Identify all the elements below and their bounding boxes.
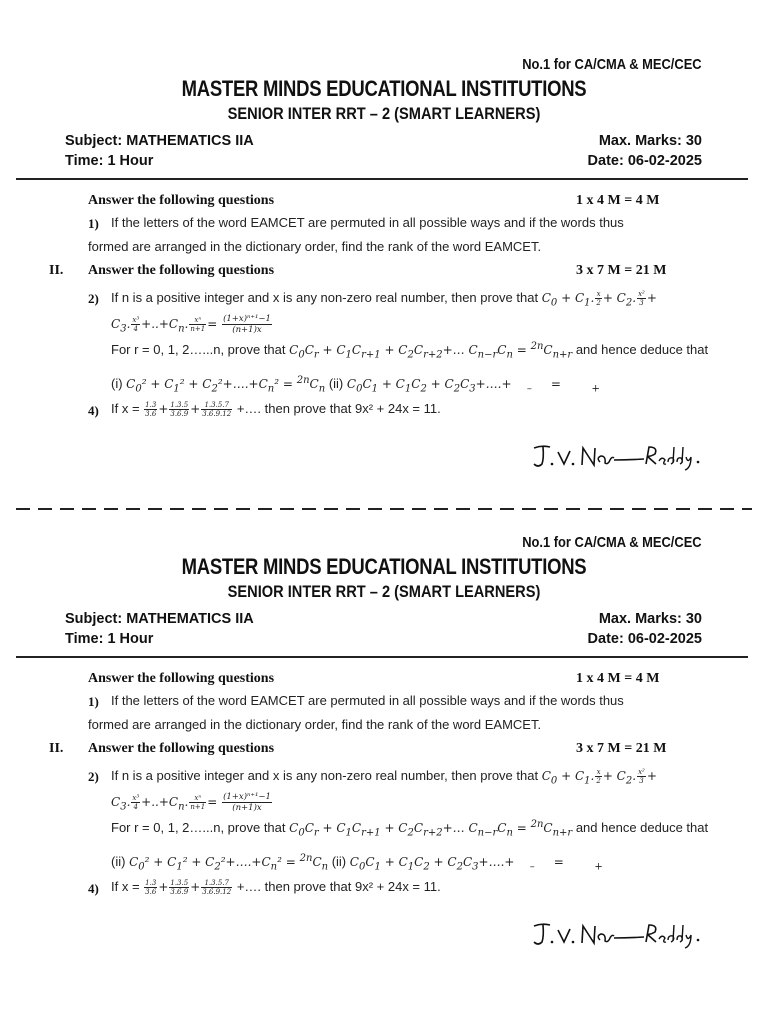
q4-series: $\frac{1.3}{3.6}$ + $\frac{1.3.5}{3.6.9}$ + $\frac{1.3.5.7}{3.6.9.12}$ xyxy=(145,879,232,896)
q3-part1-expression: $C_0^2 + C_1^2$ + $C_2^2+\dots.+C_n^2 = ^{2n}C_n$ xyxy=(126,375,326,395)
institution-name: MASTER MINDS EDUCATIONAL INSTITUTIONS xyxy=(181,76,587,101)
subject: Subject: MATHEMATICS IIA xyxy=(65,611,254,627)
q3-line1 xyxy=(111,819,708,838)
q1-line2: formed are arranged in the dictionary order, find the rank of the word EAMCET. xyxy=(88,239,542,254)
q3-part2-expression: $C_0C_1 + C_1C_2$ + $C_2C_3+\dots.+$ $_-$ = $_+$ xyxy=(349,855,603,873)
q3-expression: $C_0C_r + C_1C_{r+1}$ + $C_2C_{r+2}+\dots$ $C_{n-r}C_n = ^{2n}C_{n+r}$ xyxy=(289,341,573,361)
q3-part2-label: (ii) xyxy=(331,854,347,869)
signature xyxy=(528,440,706,474)
q3-part1-expression: $C_0^2 + C_1^2$ + $C_2^2+\dots.+C_n^2 = ^{2n}C_n$ xyxy=(129,853,329,873)
tagline: No.1 for CA/CMA & MEC/CEC xyxy=(522,534,702,551)
section1-heading: Answer the following questions xyxy=(88,671,275,686)
q4-line xyxy=(111,401,441,418)
max-marks: Max. Marks: 30 xyxy=(598,611,702,627)
header-divider xyxy=(16,656,748,658)
q2-line2 xyxy=(111,314,273,335)
q2-number: 2) xyxy=(88,291,99,306)
section2-number: II. xyxy=(49,263,64,278)
q1-line1: If the letters of the word EAMCET are permuted in all possible ways and if the words thus xyxy=(111,215,624,230)
exam-title: SENIOR INTER RRT – 2 (SMART LEARNERS) xyxy=(227,582,541,601)
q3-part2-label: (ii) xyxy=(328,376,344,391)
max-marks: Max. Marks: 30 xyxy=(598,133,702,149)
section2-marks: 3 x 7 M = 21 M xyxy=(576,263,667,278)
date: Date: 06-02-2025 xyxy=(587,153,702,169)
q4-number: 4) xyxy=(88,881,99,896)
q4-series: $\frac{1.3}{3.6}$ + $\frac{1.3.5}{3.6.9}$ + $\frac{1.3.5.7}{3.6.9.12}$ xyxy=(145,401,232,418)
q4-number: 4) xyxy=(88,403,99,418)
section2-marks: 3 x 7 M = 21 M xyxy=(576,741,667,756)
q3-intro: For r = 0, 1, 2…...n, prove that xyxy=(111,820,286,835)
header-divider xyxy=(16,178,748,180)
q3-expression: $C_0C_r + C_1C_{r+1}$ + $C_2C_{r+2}+\dots$ $C_{n-r}C_n = ^{2n}C_{n+r}$ xyxy=(289,819,573,839)
q4-prefix: If x = xyxy=(111,879,140,894)
section2-number: II. xyxy=(49,741,64,756)
subject: Subject: MATHEMATICS IIA xyxy=(65,133,254,149)
section2-heading: Answer the following questions xyxy=(88,263,275,278)
institution-name: MASTER MINDS EDUCATIONAL INSTITUTIONS xyxy=(181,554,587,579)
q1-number: 1) xyxy=(88,694,99,709)
q2-text: If n is a positive integer and x is any non-zero real number, then prove that xyxy=(111,290,539,305)
question-paper-top xyxy=(0,0,768,470)
q2-text: If n is a positive integer and x is any non-zero real number, then prove that xyxy=(111,768,539,783)
q3-part1-label: (i) xyxy=(111,376,123,391)
q4-prefix: If x = xyxy=(111,401,140,416)
q3-line2 xyxy=(111,853,603,872)
q2-expression-part1: $C_0 + C_1$. $\frac{x}{2}$ + $C_2$. $\frac{\text{x²}}{3}$ + xyxy=(541,290,657,309)
tagline: No.1 for CA/CMA & MEC/CEC xyxy=(522,56,702,73)
q2-expression-part2: $C_3$. $\frac{\text{x³}}{4}$ $+..+C_n$. $\frac{\text{xⁿ}}{n+1}$ = $\frac{\text{(1+x)ⁿ⁺¹−1}}{(n+1)x}$ xyxy=(111,314,271,335)
date: Date: 06-02-2025 xyxy=(587,631,702,647)
q3-part1-label: (ii) xyxy=(111,854,126,869)
q2-line2 xyxy=(111,792,273,813)
section1-marks: 1 x 4 M = 4 M xyxy=(576,671,660,686)
section1-marks: 1 x 4 M = 4 M xyxy=(576,193,660,208)
time: Time: 1 Hour xyxy=(65,153,154,169)
q3-tail: and hence deduce that xyxy=(575,342,709,357)
q1-number: 1) xyxy=(88,216,99,231)
q3-line1 xyxy=(111,341,708,360)
q3-part2-expression: $C_0C_1 + C_1C_2$ + $C_2C_3+\dots.+$ $_-$ = $_+$ xyxy=(346,377,600,395)
q2-expression-part2: $C_3$. $\frac{\text{x³}}{4}$ $+..+C_n$. $\frac{\text{xⁿ}}{n+1}$ = $\frac{\text{(1+x)ⁿ⁺¹−1}}{(n+1)x}$ xyxy=(111,792,271,813)
q1-line2: formed are arranged in the dictionary order, find the rank of the word EAMCET. xyxy=(88,717,542,732)
question-paper-bottom xyxy=(0,478,768,948)
section2-heading: Answer the following questions xyxy=(88,741,275,756)
q4-suffix: +…. then prove that 9x² + 24x = 11. xyxy=(236,879,441,894)
q3-tail: and hence deduce that xyxy=(575,820,709,835)
q3-intro: For r = 0, 1, 2…...n, prove that xyxy=(111,342,286,357)
section1-heading: Answer the following questions xyxy=(88,193,275,208)
q2-line1 xyxy=(111,768,657,786)
q2-number: 2) xyxy=(88,769,99,784)
q2-line1 xyxy=(111,290,657,308)
q1-line1: If the letters of the word EAMCET are permuted in all possible ways and if the words thus xyxy=(111,693,624,708)
signature xyxy=(528,918,706,952)
exam-title: SENIOR INTER RRT – 2 (SMART LEARNERS) xyxy=(227,104,541,123)
q2-expression-part1: $C_0 + C_1$. $\frac{x}{2}$ + $C_2$. $\frac{\text{x²}}{3}$ + xyxy=(541,768,657,787)
q4-line xyxy=(111,879,441,896)
q3-line2 xyxy=(111,375,600,394)
time: Time: 1 Hour xyxy=(65,631,154,647)
q4-suffix: +…. then prove that 9x² + 24x = 11. xyxy=(236,401,441,416)
